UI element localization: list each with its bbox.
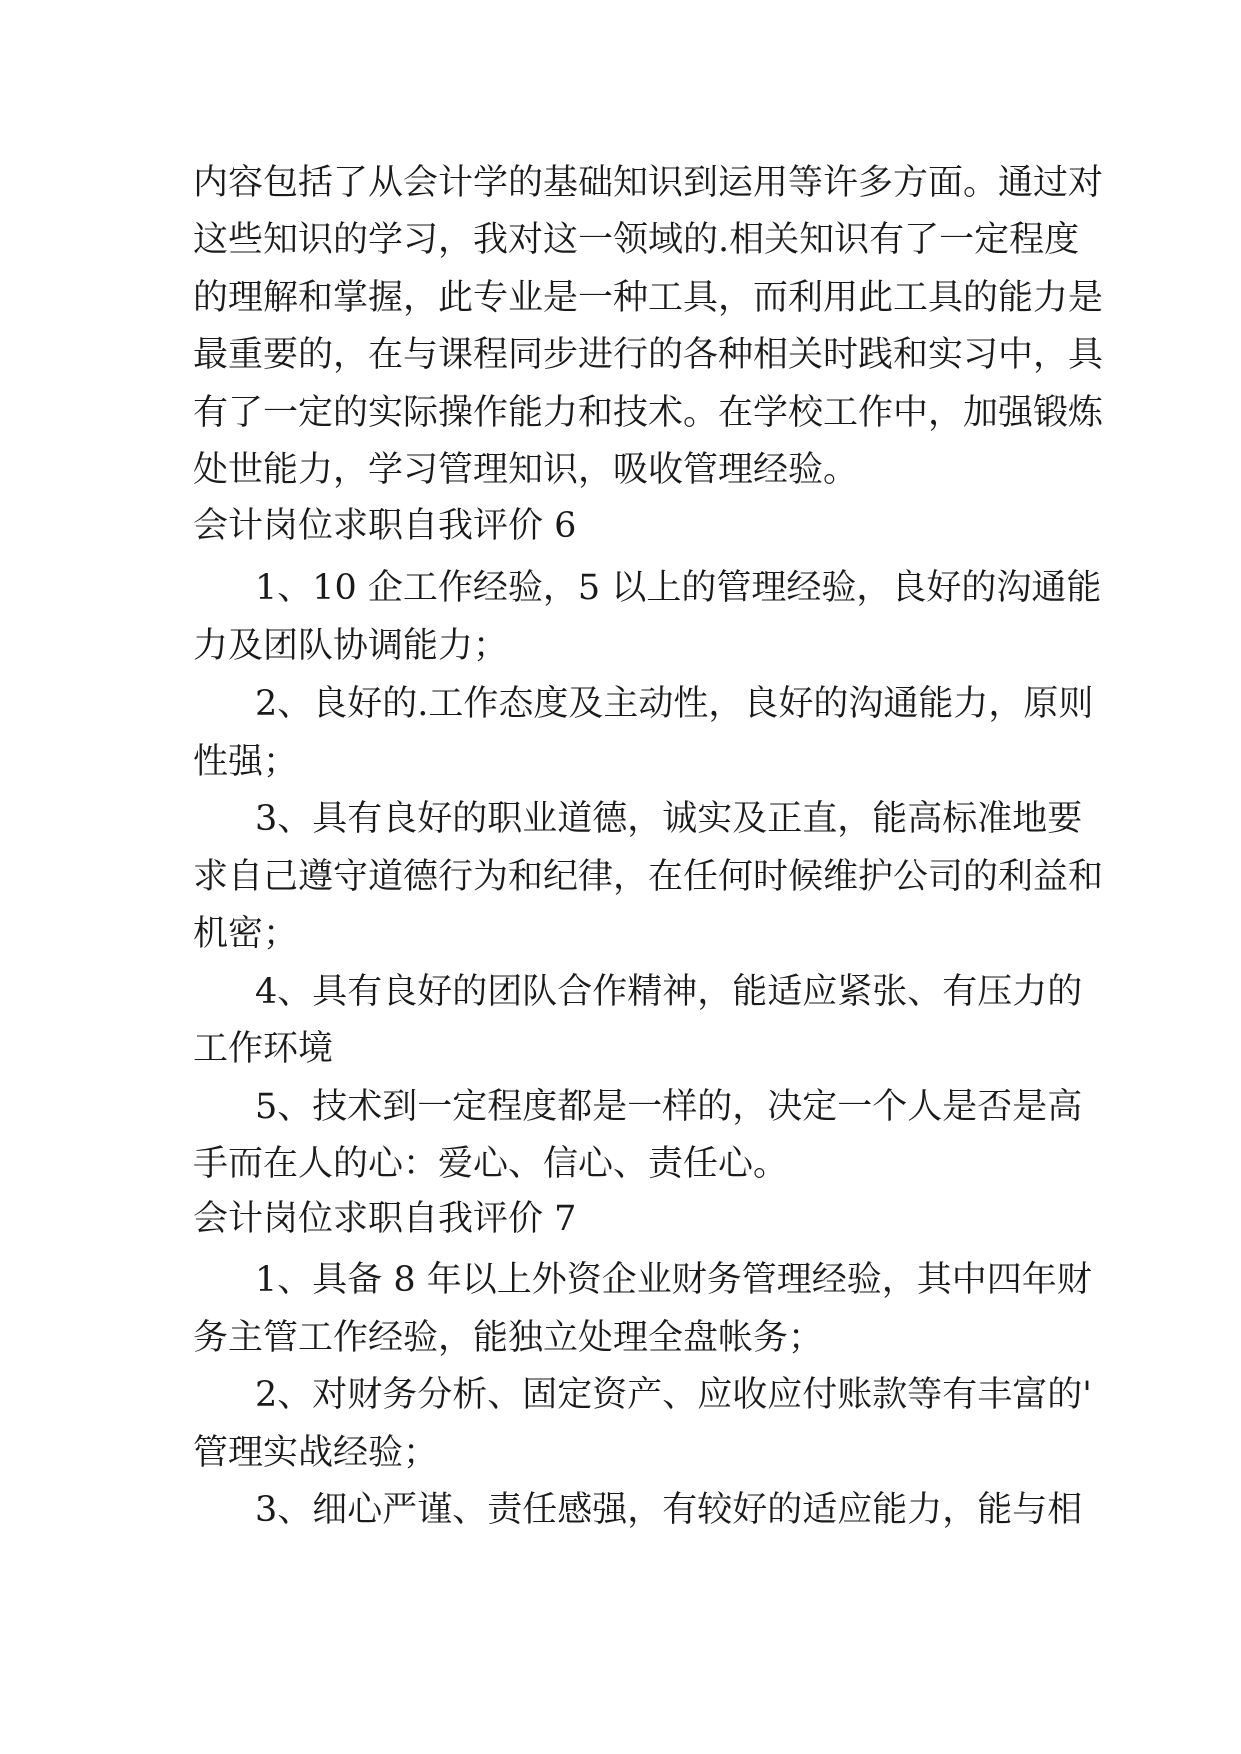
s6-item5-line-1: 5、技术到一定程度都是一样的，决定一个人是否是高 bbox=[255, 1087, 1083, 1127]
intro-line-3: 的理解和掌握，此专业是一种工具，而利用此工具的能力是 bbox=[193, 278, 1104, 318]
s6-item3-line-1: 3、具有良好的职业道德，诚实及正直，能高标准地要 bbox=[255, 799, 1083, 839]
s7-item2-line-1: 2、对财务分析、固定资产、应收应付账款等有丰富的' bbox=[255, 1375, 1092, 1415]
section-heading-6: 会计岗位求职自我评价 6 bbox=[193, 506, 577, 546]
section-heading-7: 会计岗位求职自我评价 7 bbox=[193, 1199, 577, 1239]
s7-item1-line-1: 1、具备 8 年以上外资企业财务管理经验，其中四年财 bbox=[255, 1260, 1092, 1300]
s6-item2-line-2: 性强； bbox=[193, 742, 299, 782]
s7-item3-line-1: 3、细心严谨、责任感强，有较好的适应能力，能与相 bbox=[255, 1490, 1083, 1530]
s6-item4-line-2: 工作环境 bbox=[193, 1029, 334, 1069]
s6-item4-line-1: 4、具有良好的团队合作精神，能适应紧张、有压力的 bbox=[255, 972, 1083, 1012]
s6-item5-line-2: 手而在人的心：爱心、信心、责任心。 bbox=[193, 1144, 789, 1184]
s6-item1-line-1: 1、10 企工作经验，5 以上的管理经验，良好的沟通能 bbox=[255, 568, 1102, 608]
s7-item1-line-2: 务主管工作经验，能独立处理全盘帐务； bbox=[193, 1318, 824, 1358]
s6-item1-line-2: 力及团队协调能力； bbox=[193, 626, 509, 666]
s6-item2-line-1: 2、良好的.工作态度及主动性，良好的沟通能力，原则 bbox=[255, 684, 1094, 724]
intro-line-4: 最重要的，在与课程同步进行的各种相关时践和实习中，具 bbox=[193, 335, 1104, 375]
s7-item2-line-2: 管理实战经验； bbox=[193, 1433, 439, 1473]
s6-item3-line-2: 求自己遵守道德行为和纪律，在任何时候维护公司的利益和 bbox=[193, 857, 1104, 897]
intro-line-2: 这些知识的学习，我对这一领域的.相关知识有了一定程度 bbox=[193, 220, 1080, 260]
s6-item3-line-3: 机密； bbox=[193, 914, 299, 954]
intro-line-1: 内容包括了从会计学的基础知识到运用等许多方面。通过对 bbox=[193, 163, 1104, 203]
intro-line-5: 有了一定的实际操作能力和技术。在学校工作中，加强锻炼 bbox=[193, 393, 1104, 433]
intro-line-6: 处世能力，学习管理知识，吸收管理经验。 bbox=[193, 450, 859, 490]
